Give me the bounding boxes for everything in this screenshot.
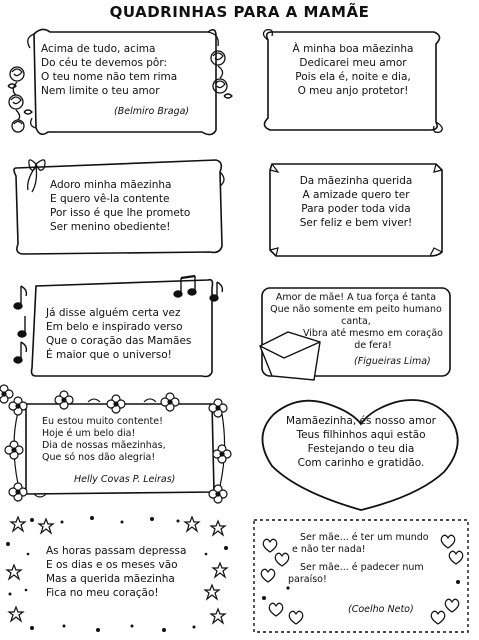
flower-icon — [0, 385, 13, 403]
poem-line: O meu anjo protetor! — [297, 85, 409, 97]
poem-line: Para poder toda vida — [301, 203, 411, 215]
poem-author: (Belmiro Braga) — [114, 106, 190, 117]
poem-line: Eu estou muito contente! — [42, 416, 163, 427]
poem-line: E quero vê-la contente — [50, 193, 170, 205]
poem-line: Hoje é um belo dia! — [42, 428, 136, 439]
poem-line: Vibra até mesmo em coração — [303, 328, 443, 339]
poem-line: Dedicarei meu amor — [299, 57, 407, 69]
poem-line: Ser feliz e bem viver! — [299, 217, 413, 229]
poem-line: paraíso! — [288, 574, 327, 585]
poem-line: Ser mãe... é padecer num — [300, 562, 424, 573]
poem-line: Nem limite o teu amor — [41, 85, 160, 97]
poem-line: O teu nome não tem rima — [41, 71, 178, 83]
poem-text — [278, 532, 429, 586]
poem-line: Da mãezinha querida — [299, 175, 413, 187]
poem-line: Fica no meu coração! — [46, 587, 159, 599]
poem-line: Mas a querida mãezinha — [46, 573, 175, 585]
poem-card-9 — [2, 514, 232, 634]
poem-line: Teus filhinhos aqui estão — [296, 429, 426, 441]
poem-card-10 — [252, 518, 470, 636]
poem-author: Helly Covas P. Leiras) — [74, 474, 176, 485]
poem-line: Que não somente em peito humano — [270, 304, 442, 315]
poem-line: Acima de tudo, acima — [41, 43, 156, 55]
poem-line: As horas passam depressa — [46, 545, 187, 557]
poem-text — [46, 306, 191, 362]
poem-line: A amizade quero ter — [302, 189, 410, 201]
bow-icon — [28, 160, 45, 192]
page-title: QUADRINHAS PARA A MAMÃE — [109, 3, 370, 21]
poem-text — [42, 416, 166, 464]
poem-line: E os dias e os meses vão — [46, 559, 178, 571]
poem-text — [41, 42, 177, 98]
poem-line: Pois ela é, noite e dia, — [295, 71, 411, 83]
poem-line: canta, — [341, 316, 371, 327]
poem-line: Por isso é que lhe prometo — [50, 207, 191, 219]
poem-line: Com carinho e gratidão. — [297, 457, 425, 469]
rose-icon — [8, 67, 32, 132]
poem-line: Amor de mãe! A tua força é tanta — [275, 292, 437, 303]
music-note-icon — [14, 286, 26, 363]
poem-line: Já disse alguém certa vez — [46, 307, 181, 319]
poem-card-6 — [258, 284, 454, 384]
poem-author: (Figueiras Lima) — [354, 356, 431, 367]
poem-line: Ser mãe... é ter um mundo — [300, 532, 429, 543]
poem-line: Do céu te devemos pôr: — [41, 57, 168, 69]
poem-line: Mamãezinha, és nosso amor — [286, 415, 436, 427]
poem-card-4 — [266, 160, 446, 260]
poem-line: Que o coração das Mamães — [46, 335, 192, 347]
poem-line: É maior que o universo! — [46, 349, 172, 361]
poem-text — [270, 42, 436, 98]
poem-line: Que só nos dão alegria! — [42, 452, 156, 463]
poem-line: Festejando o teu dia — [307, 443, 415, 455]
poem-text — [264, 292, 448, 352]
poem-card-7 — [4, 394, 232, 504]
poem-card-1 — [2, 22, 234, 140]
poem-author: (Coelho Neto) — [348, 604, 414, 615]
poem-line: Dia de nossas mãezinhas, — [42, 440, 166, 451]
poem-line: Em belo e inspirado verso — [46, 321, 183, 333]
poem-text — [46, 544, 186, 600]
poem-line: Ser menino obediente! — [50, 221, 171, 233]
poem-text — [268, 414, 454, 470]
poem-line: e não ter nada! — [292, 544, 366, 555]
poem-text — [274, 174, 438, 230]
poem-card-2 — [258, 26, 448, 134]
poem-card-3 — [8, 150, 230, 262]
poem-card-5 — [6, 272, 230, 382]
poem-text — [50, 178, 190, 234]
rose-icon — [211, 51, 232, 98]
poem-line: Adoro minha mãezinha — [50, 179, 172, 191]
poem-line: de fera! — [354, 340, 392, 351]
poem-line: À minha boa mãezinha — [292, 43, 414, 55]
poem-card-8 — [258, 396, 464, 514]
